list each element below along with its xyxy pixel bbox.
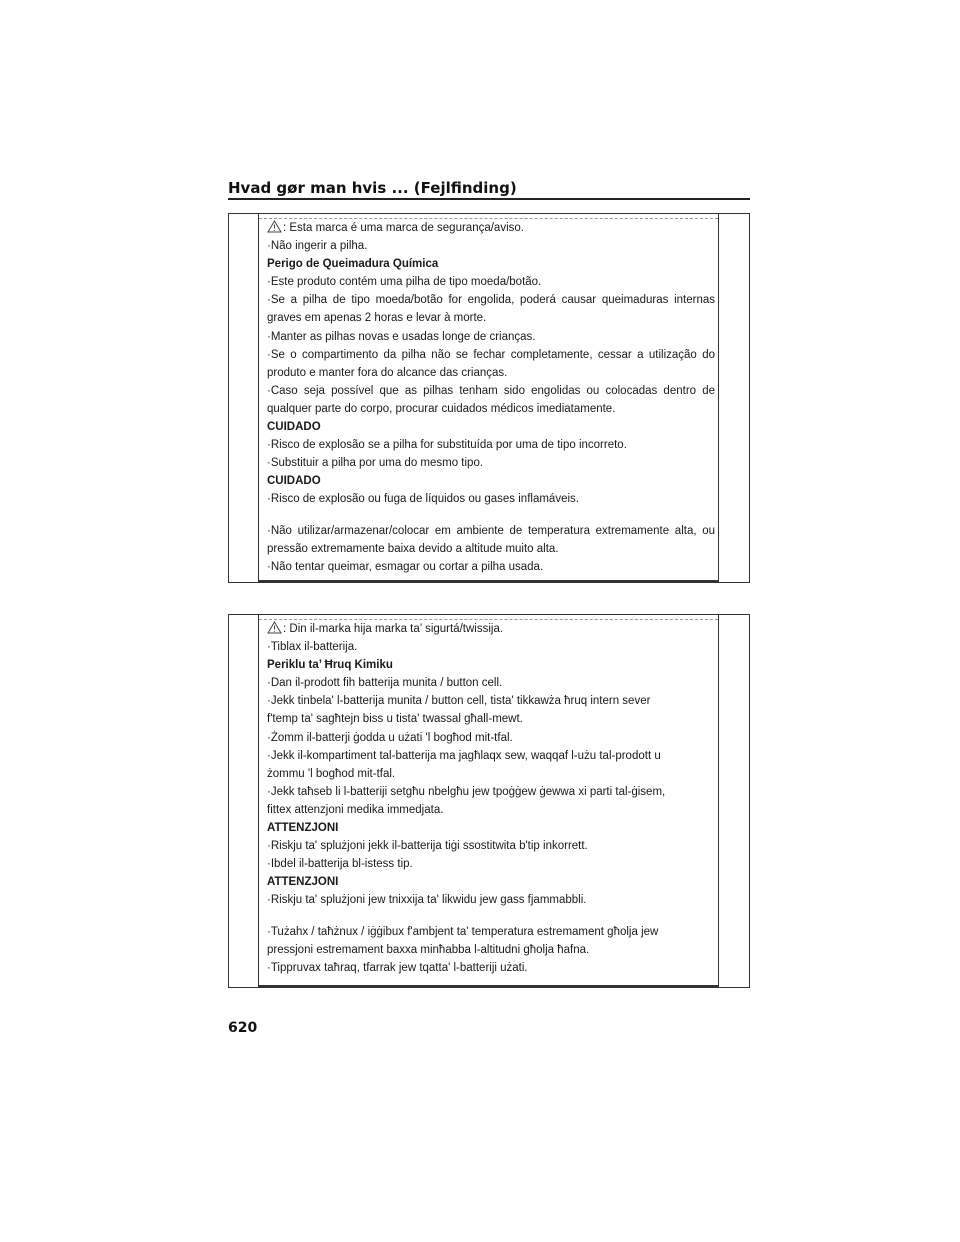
item-text: ·Tiblax il-batterija. (267, 641, 358, 654)
left-margin-rule (258, 214, 259, 582)
warning-text-maltese (267, 620, 715, 977)
header-divider (228, 198, 750, 200)
right-margin-rule (718, 214, 719, 582)
item-text: ·Riskju ta' splużjoni jew tnixxija ta' likwidu jew gass fjammabbli. (267, 894, 587, 907)
item-text: pressjoni estremament baxxa minħabba l-altitudni għolja ħafna. (267, 943, 590, 956)
left-margin-rule (258, 615, 259, 987)
item-text: ·Tippruvax taħraq, tfarrak jew tqatta' l-batteriji użati. (267, 961, 528, 974)
item-text: ·Jekk il-kompartiment tal-batterija ma jagħlaqx sew, waqqaf l-użu tal-prodott u (267, 749, 661, 762)
item-text: fittex attenzjoni medika immedjata. (267, 803, 444, 816)
item-text: ·Risco de explosão ou fuga de líquidos ou gases inflamáveis. (267, 493, 579, 506)
spacer (267, 910, 715, 923)
intro-line (267, 219, 715, 237)
section-heading: CUIDADO (267, 475, 321, 488)
item-text: ·Risco de explosão se a pilha for substituída por uma de tipo incorreto. (267, 439, 627, 452)
item-text: ·Ibdel il-batterija bl-istess tip. (267, 858, 413, 871)
item-text: żommu 'l bogħod mit-tfal. (267, 767, 396, 780)
item-text: ·Se a pilha de tipo moeda/botão for engolida, poderá causar queimaduras internas graves em apenas 2 horas e levar à morte. (267, 294, 715, 325)
item-text: ·Jekk taħseb li l-batteriji setgħu nbelgħu jew tpoġġew ġewwa xi parti tal-ġisem, (267, 785, 666, 798)
page-header-title: Hvad gør man hvis ... (Fejlfinding) (228, 179, 517, 197)
item-text: ·Este produto contém uma pilha de tipo moeda/botão. (267, 276, 542, 289)
item-text: ·Não ingerir a pilha. (267, 240, 368, 253)
item-text: ·Substituir a pilha por uma do mesmo tipo. (267, 457, 484, 470)
item-text: ·Se o compartimento da pilha não se fechar completamente, cessar a utilização do produto e manter fora do alcance das crianças. (267, 348, 715, 379)
warning-triangle-icon (267, 621, 282, 634)
item-text: ·Não tentar queimar, esmagar ou cortar a pilha usada. (267, 560, 544, 573)
battery-warning-box-maltese (228, 614, 750, 988)
intro-line (267, 620, 715, 638)
section-heading: ATTENZJONI (267, 822, 339, 835)
item-text: ·Jekk tinbela' l-batterija munita / button cell, tista' tikkawża ħruq intern sever (267, 695, 651, 708)
section-heading: ATTENZJONI (267, 876, 339, 889)
bottom-rule (259, 580, 718, 582)
item-text: ·Żomm il-batterji ġodda u użati 'l bogħod mit-tfal. (267, 731, 513, 744)
spacer (267, 509, 715, 522)
item-text: ·Manter as pilhas novas e usadas longe de crianças. (267, 330, 536, 343)
item-text: ·Dan il-prodott fih batterija munita / button cell. (267, 677, 503, 690)
item-text: ·Não utilizar/armazenar/colocar em ambiente de temperatura extremamente alta, ou pressão extremamente baixa devido a altitude muito alta. (267, 524, 715, 555)
warning-triangle-icon (267, 220, 282, 233)
item-text: ·Tużahx / taħżnux / iġġibux f'ambjent ta' temperatura estremament għolja jew (267, 925, 659, 938)
battery-warning-box-portuguese (228, 213, 750, 583)
section-heading: Periklu ta’ Ħruq Kimiku (267, 659, 393, 672)
item-text: ·Caso seja possível que as pilhas tenham sido engolidas ou colocadas dentro de qualquer parte do corpo, procurar cuidados médicos imediatamente. (267, 384, 715, 415)
item-text: ·Riskju ta' splużjoni jekk il-batterija tiġi ssostitwita b'tip inkorrett. (267, 840, 588, 853)
right-margin-rule (718, 615, 719, 987)
warning-text-portuguese (267, 219, 715, 576)
bottom-rule (259, 985, 718, 987)
section-heading: Perigo de Queimadura Química (267, 258, 439, 271)
page-number: 620 (228, 1020, 258, 1036)
intro-text: : Esta marca é uma marca de segurança/aviso. (283, 222, 524, 234)
section-heading: CUIDADO (267, 421, 321, 434)
item-text: f'temp ta' sagħtejn biss u tista' twassal għall-mewt. (267, 713, 523, 726)
intro-text: : Din il-marka hija marka ta’ sigurtá/twissija. (283, 623, 504, 635)
